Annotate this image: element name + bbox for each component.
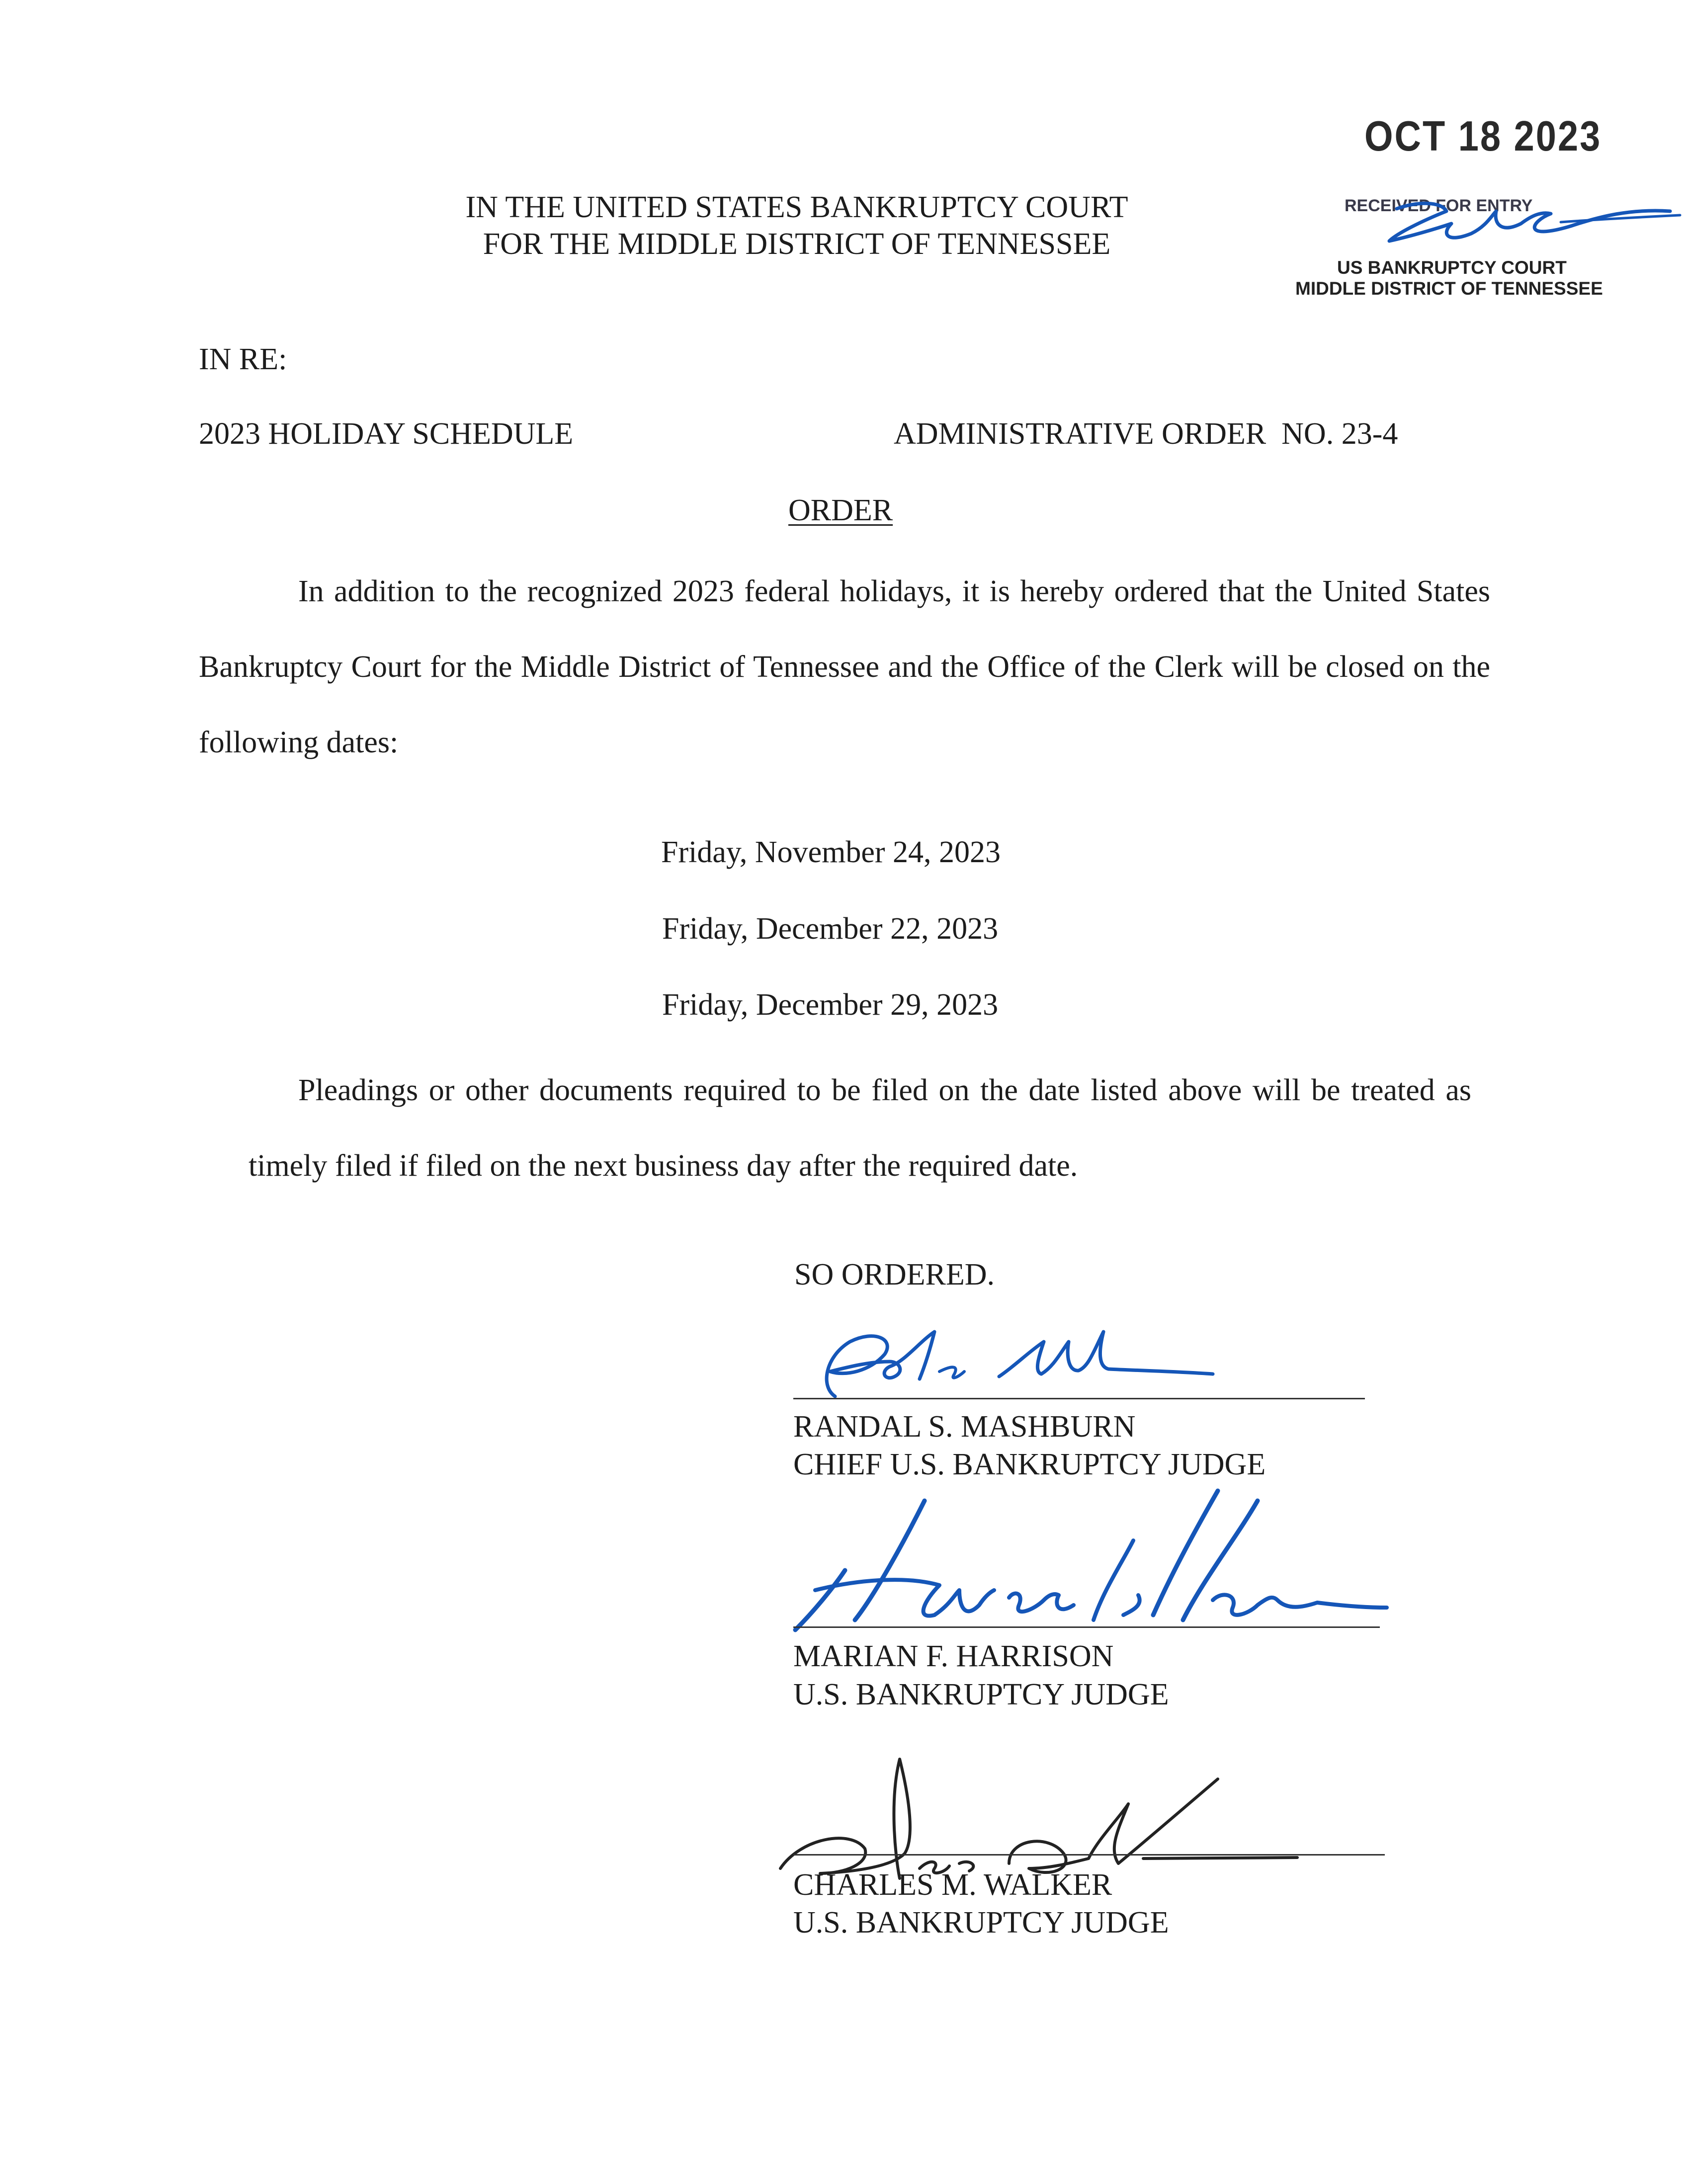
judge-2-title: U.S. BANKRUPTCY JUDGE [793,1678,1169,1711]
administrative-order-number: ADMINISTRATIVE ORDER NO. 23-4 [894,417,1398,451]
mashburn-signature [790,1312,1238,1411]
matter-title: 2023 HOLIDAY SCHEDULE [199,417,574,451]
judge-3-name: CHARLES M. WALKER [793,1868,1112,1902]
court-name-line-2: FOR THE MIDDLE DISTRICT OF TENNESSEE [483,227,1111,261]
judge-3-title: U.S. BANKRUPTCY JUDGE [793,1906,1169,1940]
judge-1-name: RANDAL S. MASHBURN [793,1410,1136,1444]
court-name-line-1: IN THE UNITED STATES BANKRUPTCY COURT [465,190,1128,224]
signature-line-3 [793,1854,1385,1856]
judge-2-name: MARIAN F. HARRISON [793,1639,1114,1673]
judge-1-title: CHIEF U.S. BANKRUPTCY JUDGE [793,1448,1266,1481]
closure-date-2: Friday, December 22, 2023 [662,912,999,946]
walker-signature [770,1739,1317,1888]
so-ordered: SO ORDERED. [794,1258,995,1292]
signature-line-1 [793,1398,1365,1399]
order-paragraph-2: Pleadings or other documents required to be filed on the date listed above will be treated as timely filed if filed on the next business day after the required date. [249,1073,1471,1183]
signature-line-2 [793,1626,1380,1628]
stamp-received-text: RECEIVED FOR ENTRY [1345,196,1533,215]
stamp-district-text: MIDDLE DISTRICT OF TENNESSEE [1295,278,1603,299]
closure-date-1: Friday, November 24, 2023 [661,835,1001,869]
order-paragraph-1: In addition to the recognized 2023 federal holidays, it is hereby ordered that the United States Bankruptcy Court for the Middle District of Tennessee and the Office of the Clerk will be closed on the following dates: [199,574,1490,759]
order-title: ORDER [788,493,893,527]
stamp-date: OCT 18 2023 [1364,112,1602,160]
in-re-label: IN RE: [199,342,287,376]
stamp-court-text: US BANKRUPTCY COURT [1337,257,1567,278]
closure-date-3: Friday, December 29, 2023 [662,988,999,1022]
